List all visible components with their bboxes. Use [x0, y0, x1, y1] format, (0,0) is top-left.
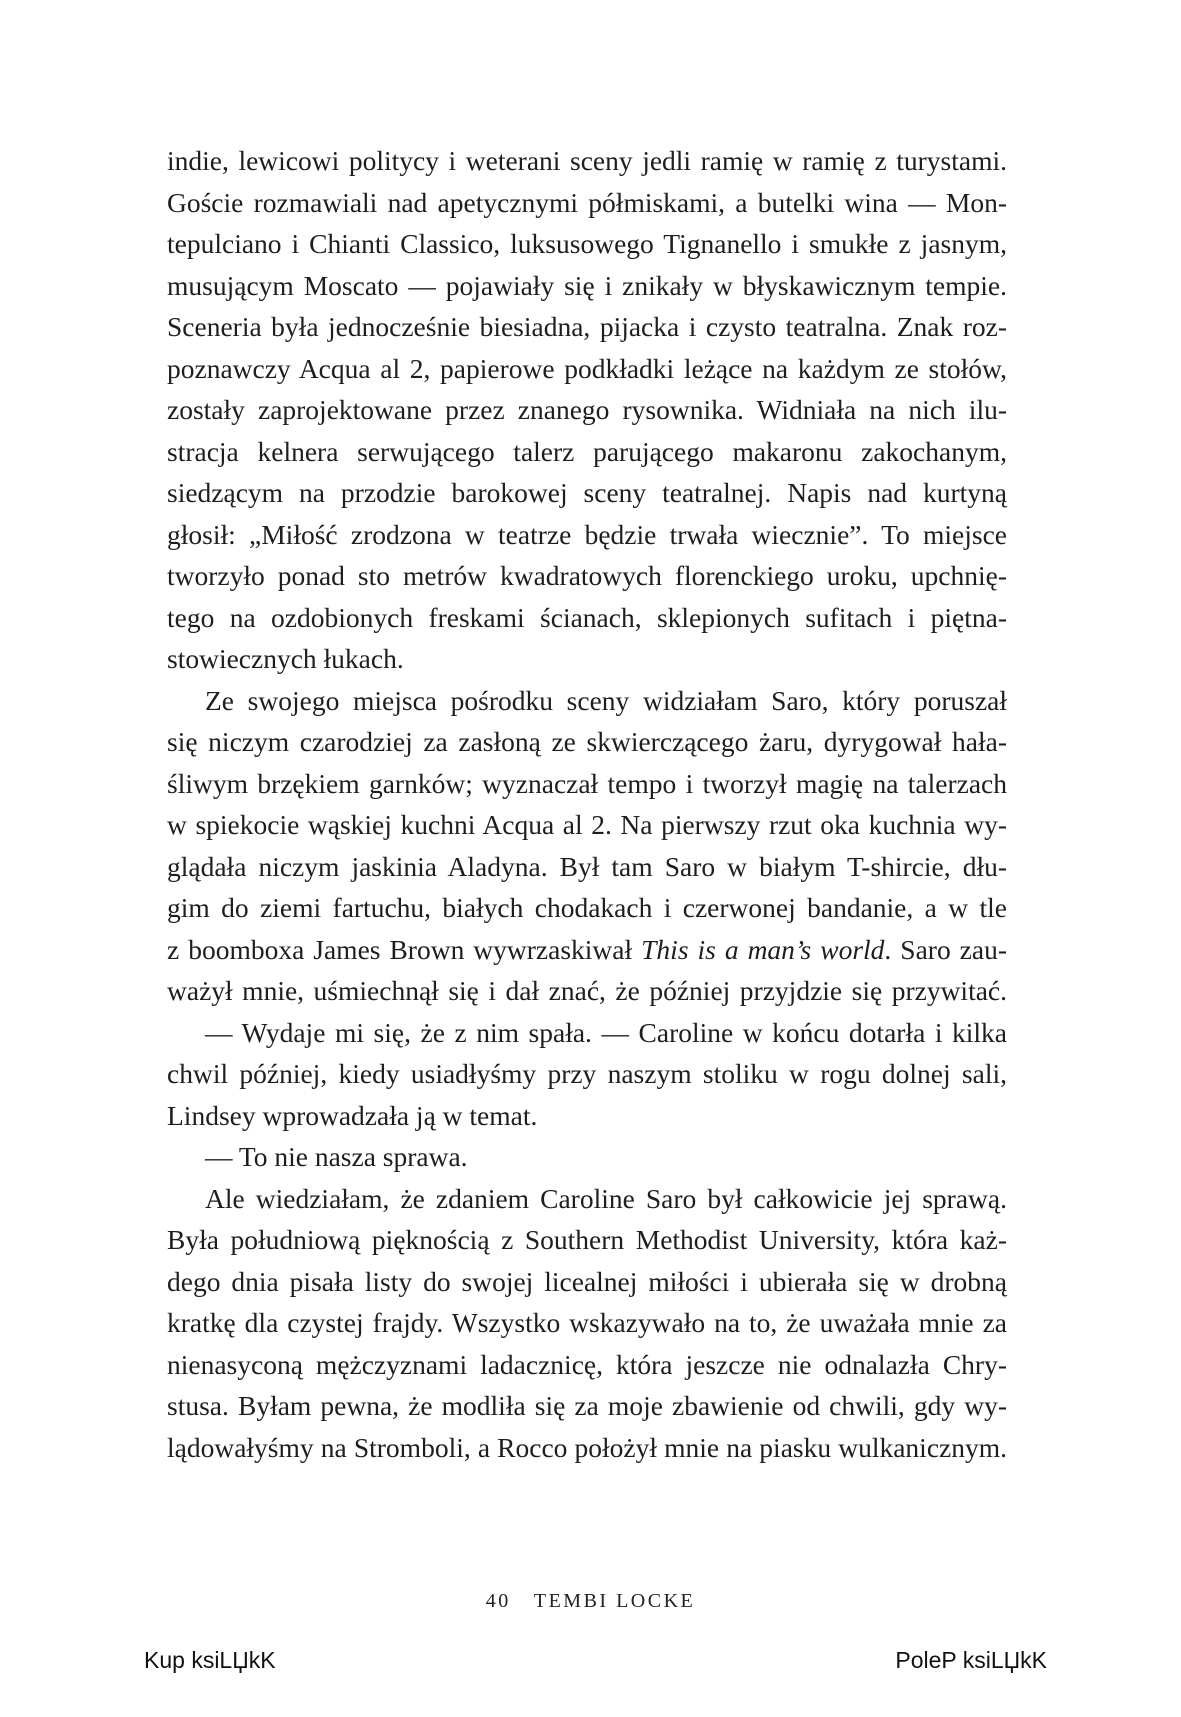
text-line: tepulciano i Chianti Classico, luksusowego Tignanello i smukłe z jasnym, [167, 228, 1007, 259]
text-line: siedzącym na przodzie barokowej sceny teatralnej. Napis nad kurtyną [167, 477, 1007, 508]
text-line: się niczym czarodziej za zasłoną ze skwierczącego żaru, dyrygował hała- [167, 726, 1007, 757]
text-line: Była południową pięknością z Southern Methodist University, która każ- [167, 1224, 1007, 1255]
body-text [167, 140, 1007, 1468]
text-line: tworzyło ponad sto metrów kwadratowych florenckiego uroku, upchnię- [167, 560, 1007, 591]
buy-book-link[interactable]: Kup ksiLЏkK [144, 1647, 276, 1673]
text-line: stusa. Byłam pewna, że modliła się za moje zbawienie od chwili, gdy wy- [167, 1390, 1007, 1421]
text-line-segment: . Saro zau- [884, 933, 1007, 965]
text-line: indie, lewicowi politycy i weterani sceny jedli ramię w ramię z turystami. [167, 145, 1007, 176]
page-number: 40 [485, 1590, 511, 1612]
text-line: ważył mnie, uśmiechnął się i dał znać, że później przyjdzie się przywitać. [167, 975, 1007, 1006]
text-line: głosił: „Miłość zrodzona w teatrze będzie trwała wiecznie”. To miejsce [167, 518, 1007, 550]
text-line: — To nie nasza sprawa. [205, 1141, 468, 1172]
text-line: — Wydaje mi się, że z nim spała. — Caroline w końcu dotarła i kilka [205, 1016, 1007, 1048]
running-author: TEMBI LOCKE [533, 1590, 696, 1612]
text-line: śliwym brzękiem garnków; wyznaczał tempo i tworzył magię na talerzach [167, 767, 1007, 799]
text-line: Ale wiedziałam, że zdaniem Caroline Saro był całkowicie jej sprawą. [205, 1182, 1007, 1214]
recommend-book-link[interactable]: PoleP ksiLЏkK [895, 1647, 1047, 1673]
text-line: glądała niczym jaskinia Aladyna. Był tam Saro w białym T-shircie, dłu- [167, 850, 1007, 882]
text-line: dego dnia pisała listy do swojej licealnej miłości i ubierała się w drobną [167, 1265, 1007, 1297]
text-line: nienasyconą mężczyznami ladacznicę, która jeszcze nie odnalazła Chry- [167, 1348, 1007, 1380]
text-line: tego na ozdobionych freskami ścianach, sklepionych sufitach i piętna- [167, 601, 1007, 633]
text-line: Goście rozmawiali nad apetycznymi półmiskami, a butelki wina — Mon- [167, 186, 1007, 218]
song-title: This is a man’s world [641, 933, 885, 965]
text-line: chwil później, kiedy usiadłyśmy przy naszym stoliku w rogu dolnej sali, [167, 1058, 1007, 1089]
text-line-segment: z boomboxa James Brown wywrzaskiwał [167, 933, 642, 965]
text-line [167, 929, 1007, 971]
text-line: Ze swojego miejsca pośrodku sceny widziałam Saro, który poruszał [205, 684, 1007, 716]
text-line: musującym Moscato — pojawiały się i znikały w błyskawicznym tempie. [167, 269, 1007, 301]
text-line: Lindsey wprowadzała ją w temat. [167, 1099, 538, 1131]
page-footer [0, 1590, 1181, 1613]
text-line: Sceneria była jednocześnie biesiadna, pijacka i czysto teatralna. Znak roz- [167, 311, 1007, 342]
text-line: w spiekocie wąskiej kuchni Acqua al 2. Na pierwszy rzut oka kuchnia wy- [167, 809, 1007, 840]
text-line: poznawczy Acqua al 2, papierowe podkładki leżące na każdym ze stołów, [167, 352, 1007, 384]
text-line: zostały zaprojektowane przez znanego rysownika. Widniała na nich ilu- [167, 394, 1007, 425]
text-line: stracja kelnera serwującego talerz parującego makaronu zakochanym, [167, 435, 1007, 467]
text-line: lądowałyśmy na Stromboli, a Rocco położył mnie na piasku wulkanicznym. [167, 1431, 1007, 1463]
text-line: stowiecznych łukach. [167, 643, 404, 674]
text-line: kratkę dla czystej frajdy. Wszystko wskazywało na to, że uważała mnie za [167, 1307, 1007, 1338]
text-line: gim do ziemi fartuchu, białych chodakach i czerwonej bandanie, a w tle [167, 892, 1007, 923]
